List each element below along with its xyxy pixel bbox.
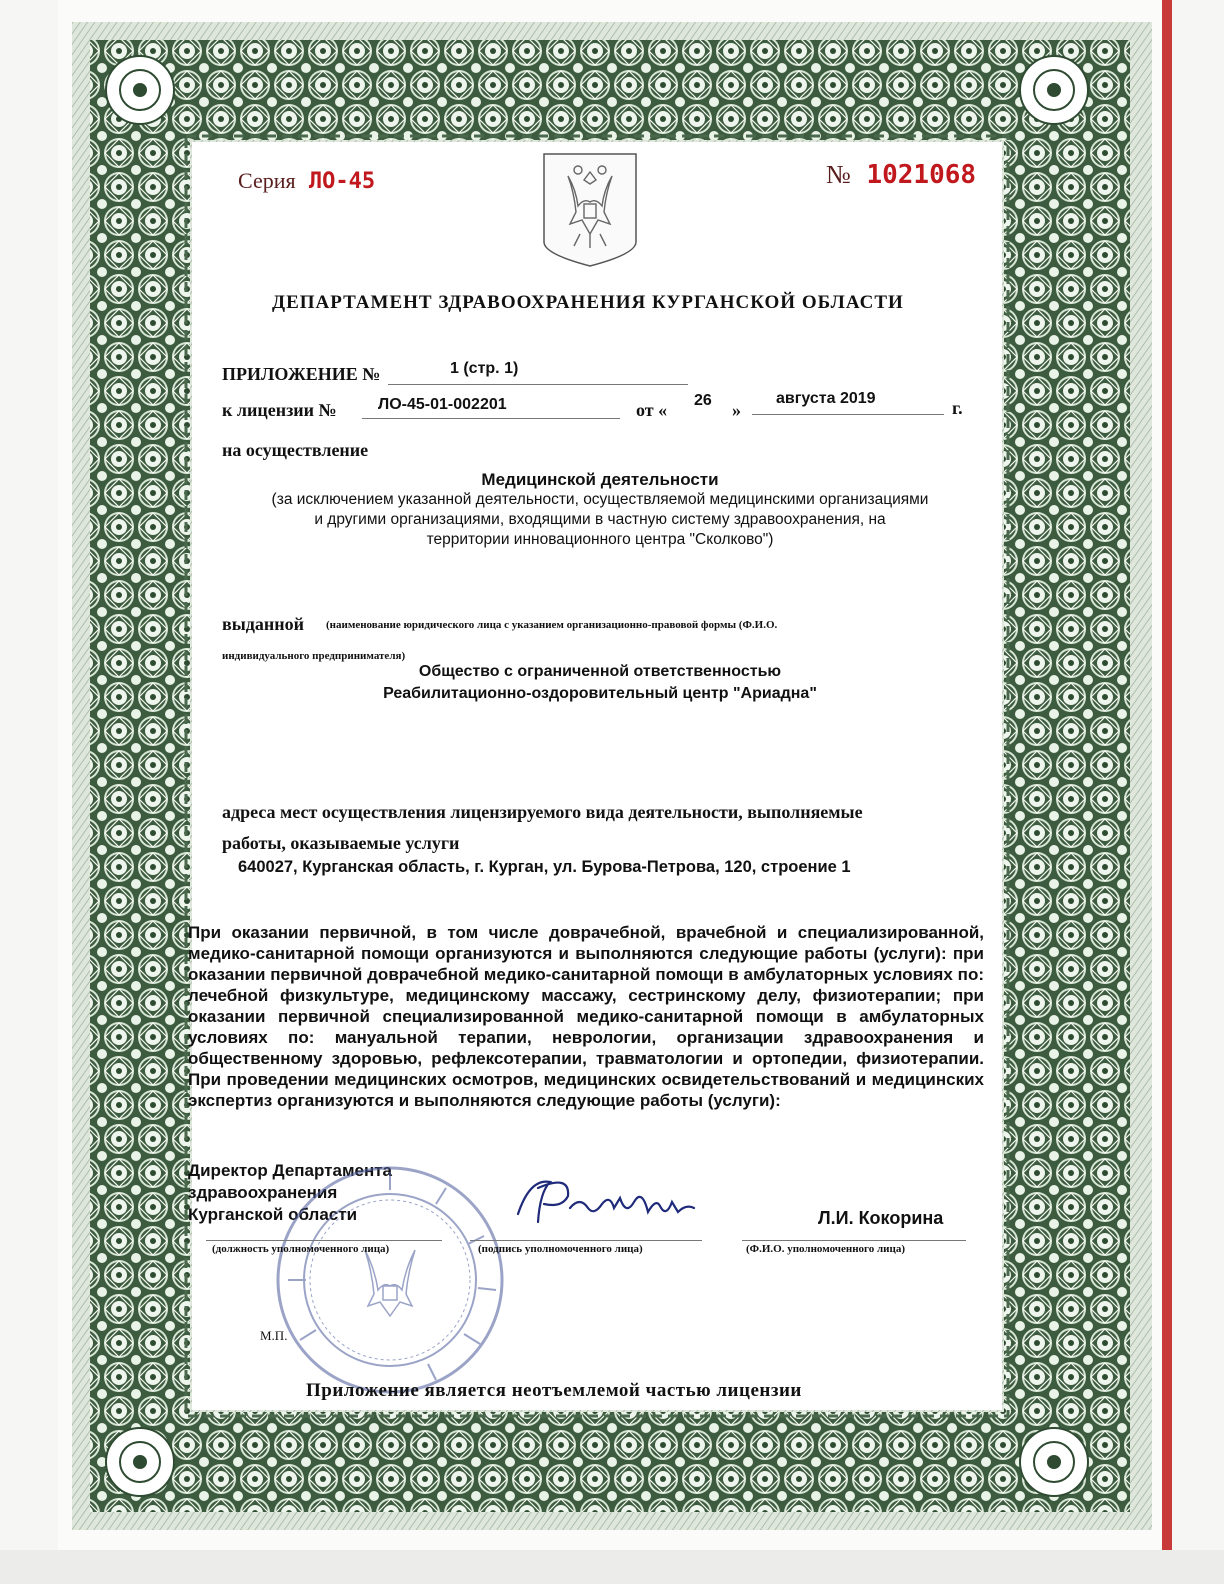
issued-label: выданной [222, 614, 304, 634]
activity-title: Медицинской деятельности [481, 470, 719, 489]
department-title: ДЕПАРТАМЕНТ ЗДРАВООХРАНЕНИЯ КУРГАНСКОЙ ОБЛАСТИ [272, 292, 904, 313]
issued-hint-2: индивидуального предпринимателя) [222, 650, 406, 662]
activity-label: на осуществление [222, 440, 369, 460]
activity-note [190, 490, 1010, 550]
org-name-line-1: Общество с ограниченной ответственностью [418, 663, 782, 680]
date-day: 26 [694, 392, 712, 409]
year-suffix: г. [952, 398, 963, 418]
series-label: Серия [238, 168, 296, 193]
caption-name: (Ф.И.О. уполномоченного лица) [746, 1243, 906, 1255]
signer-position-line-1: Директор Департамента [188, 1161, 393, 1180]
signature-underline [470, 1240, 702, 1241]
date-underline [752, 414, 944, 415]
signature-graphic [510, 1168, 700, 1243]
number-value: 1021068 [866, 160, 977, 190]
appendix-value: 1 (стр. 1) [450, 360, 519, 377]
official-seal-stamp [270, 1160, 510, 1405]
position-underline [206, 1240, 442, 1241]
signer-name: Л.И. Кокорина [818, 1208, 944, 1228]
org-name-line-2: Реабилитационно-оздоровительный центр "Ариадна" [383, 685, 817, 702]
address-label-1: адреса мест осуществления лицензируемого вида деятельности, выполняемые [222, 802, 863, 822]
date-close: » [732, 400, 741, 420]
appendix-underline [388, 384, 688, 385]
series-value: ЛО-45 [308, 169, 376, 194]
caption-position: (должность уполномоченного лица) [212, 1243, 390, 1255]
license-number [826, 160, 976, 190]
license-label: к лицензии № [222, 400, 337, 420]
signer-position-line-3: Курганской области [188, 1205, 358, 1224]
services-text: При оказании первичной, в том числе доврачебной, врачебной и специализированной, медико-санитарной помощи организуются и выполняются следующие работы (услуги): при оказании первичной доврачебной медико-санитарной помощи в амбулаторных условиях по: лечебной физкультуре, медицинскому массажу, сестринскому делу, физиотерапии; при оказании первичной специализированной медико-санитарной помощи в амбулаторных условиях по: мануальной терапии, неврологии, организации здравоохранения и общественному здоровью, рефлексотерапии, травматологии и ортопедии, физиотерапии. При проведении медицинских осмотров, медицинских освидетельствований и медицинских экспертиз организуются и выполняются следующие работы (услуги): [188, 923, 984, 1110]
from-label: от « [636, 400, 668, 420]
signer-position-line-2: здравоохранения [188, 1183, 338, 1202]
caption-signature: (подпись уполномоченного лица) [478, 1243, 643, 1255]
footer-note: Приложение является неотъемлемой частью лицензии [306, 1380, 802, 1401]
activity-note-line-1: (за исключением указанной деятельности, осуществляемой медицинскими организациями [271, 491, 929, 508]
appendix-label: ПРИЛОЖЕНИЕ № [222, 364, 381, 384]
coat-of-arms-icon [540, 150, 640, 275]
series [238, 168, 375, 194]
name-underline [742, 1240, 966, 1241]
date-month-year: августа 2019 [776, 390, 876, 407]
address-value: 640027, Курганская область, г. Курган, ул. Бурова-Петрова, 120, строение 1 [238, 858, 851, 876]
stamp-label: М.П. [260, 1328, 288, 1343]
activity-note-line-2: и другими организациями, входящими в частную систему здравоохранения, на [314, 511, 886, 528]
issued-hint-1: (наименование юридического лица с указанием организационно-правовой формы (Ф.И.О. [326, 619, 778, 631]
license-value: ЛО-45-01-002201 [378, 396, 507, 413]
activity-note-line-3: территории инновационного центра "Сколково") [426, 531, 774, 548]
number-label: № [826, 160, 851, 189]
license-underline [362, 418, 620, 419]
address-label-2: работы, оказываемые услуги [222, 833, 460, 853]
